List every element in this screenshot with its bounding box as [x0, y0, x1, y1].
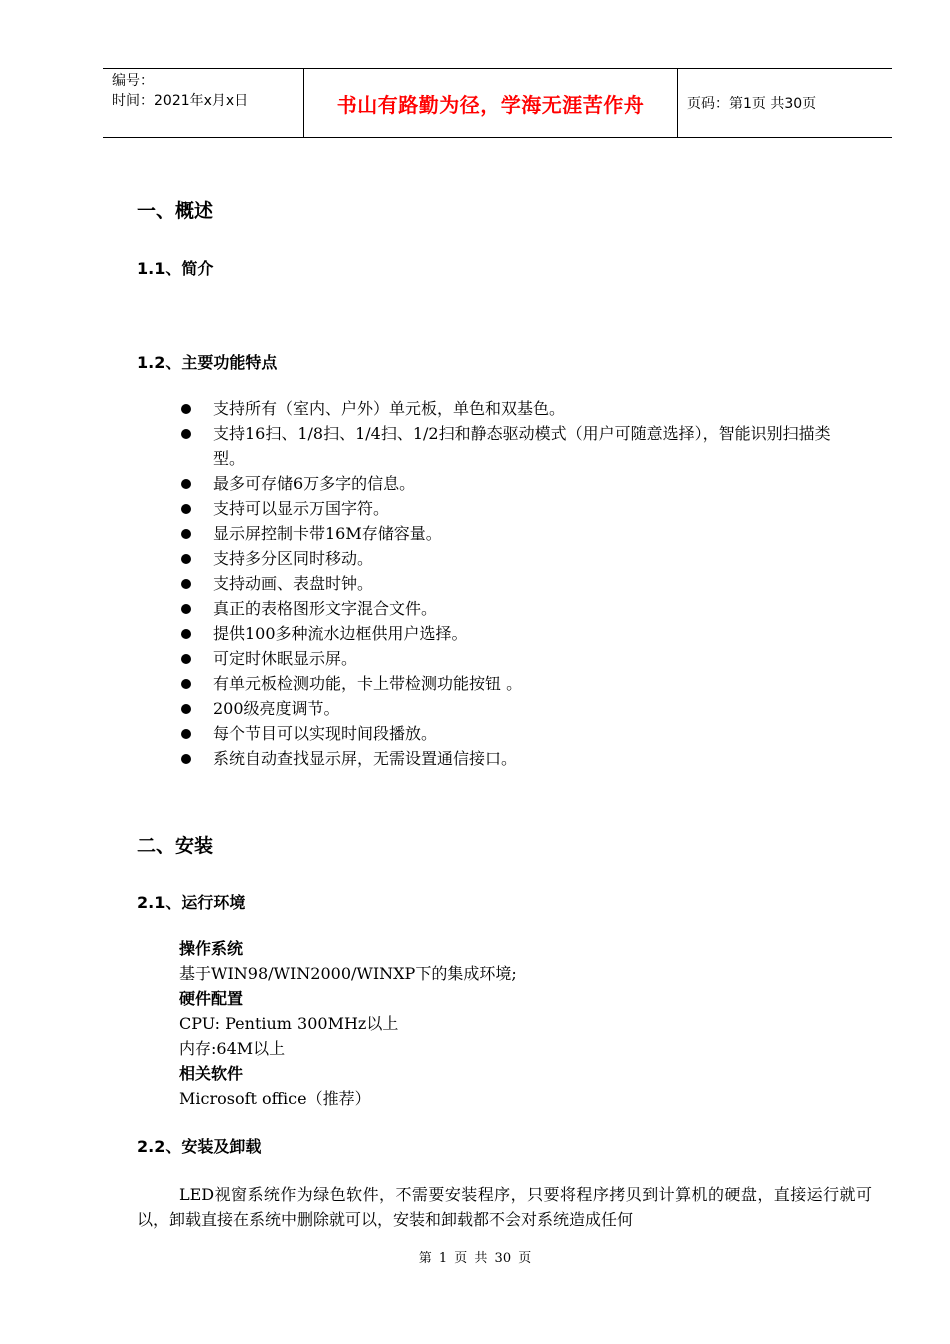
time-label: 时间：2021年x月x日	[112, 93, 249, 109]
bullet-icon	[181, 604, 191, 614]
os-label: 操作系统	[179, 939, 244, 958]
section-1-title: 一、概述	[137, 200, 214, 222]
bullet-icon	[181, 579, 191, 589]
list-item: 有单元板检测功能，卡上带检测功能按钮 。	[180, 671, 860, 696]
bullet-icon	[181, 529, 191, 539]
bullet-icon	[181, 704, 191, 714]
header-meta	[103, 69, 304, 137]
list-item: 最多可存储6万多字的信息。	[180, 471, 860, 496]
hardware-label: 硬件配置	[179, 989, 244, 1008]
page-footer: 第 1 页 共 30 页	[418, 1251, 532, 1266]
bullet-icon	[181, 629, 191, 639]
bullet-icon	[181, 754, 191, 764]
list-item: 系统自动查找显示屏，无需设置通信接口。	[180, 746, 860, 771]
list-item: 支持可以显示万国字符。	[180, 496, 860, 521]
list-item: 每个节目可以实现时间段播放。	[180, 721, 860, 746]
os-text: 基于WIN98/WIN2000/WINXP下的集成环境;	[179, 964, 517, 983]
bullet-icon	[181, 654, 191, 664]
software-text: Microsoft office（推荐）	[179, 1089, 371, 1108]
header-page-label: 页码：第1页 共30页	[687, 96, 817, 112]
cpu-text: CPU: Pentium 300MHz以上	[179, 1014, 399, 1033]
section-1-1-title: 1.1、简介	[137, 259, 214, 278]
bullet-icon	[181, 404, 191, 414]
environment-block	[179, 936, 517, 1111]
section-1-2-title: 1.2、主要功能特点	[137, 353, 278, 372]
page-header	[103, 68, 892, 138]
memory-text: 内存:64M以上	[179, 1039, 286, 1058]
install-paragraph: LED视窗系统作为绿色软件，不需要安装程序，只要将程序拷贝到计算机的硬盘，直接运行就可以，卸载直接在系统中删除就可以，安装和卸载都不会对系统造成任何	[137, 1185, 872, 1229]
bullet-icon	[181, 479, 191, 489]
list-item: 显示屏控制卡带16M存储容量。	[180, 521, 860, 546]
header-motto: 书山有路勤为径，学海无涯苦作舟	[304, 69, 678, 137]
feature-list	[180, 396, 860, 771]
bullet-icon	[181, 729, 191, 739]
section-2-2-title: 2.2、安装及卸载	[137, 1137, 262, 1156]
list-item: 真正的表格图形文字混合文件。	[180, 596, 860, 621]
section-2-title: 二、安装	[137, 835, 214, 857]
list-item: 可定时休眠显示屏。	[180, 646, 860, 671]
bullet-icon	[181, 504, 191, 514]
list-item: 支持动画、表盘时钟。	[180, 571, 860, 596]
bullet-icon	[181, 429, 191, 439]
list-item: 支持所有（室内、户外）单元板，单色和双基色。	[180, 396, 860, 421]
bullet-icon	[181, 554, 191, 564]
list-item: 支持16扫、1/8扫、1/4扫、1/2扫和静态驱动模式（用户可随意选择），智能识别扫描类型。	[180, 421, 860, 471]
section-2-1-title: 2.1、运行环境	[137, 893, 246, 912]
list-item: 提供100多种流水边框供用户选择。	[180, 621, 860, 646]
software-label: 相关软件	[179, 1064, 244, 1083]
number-label: 编号：	[112, 73, 154, 89]
bullet-icon	[181, 679, 191, 689]
list-item: 200级亮度调节。	[180, 696, 860, 721]
list-item: 支持多分区同时移动。	[180, 546, 860, 571]
